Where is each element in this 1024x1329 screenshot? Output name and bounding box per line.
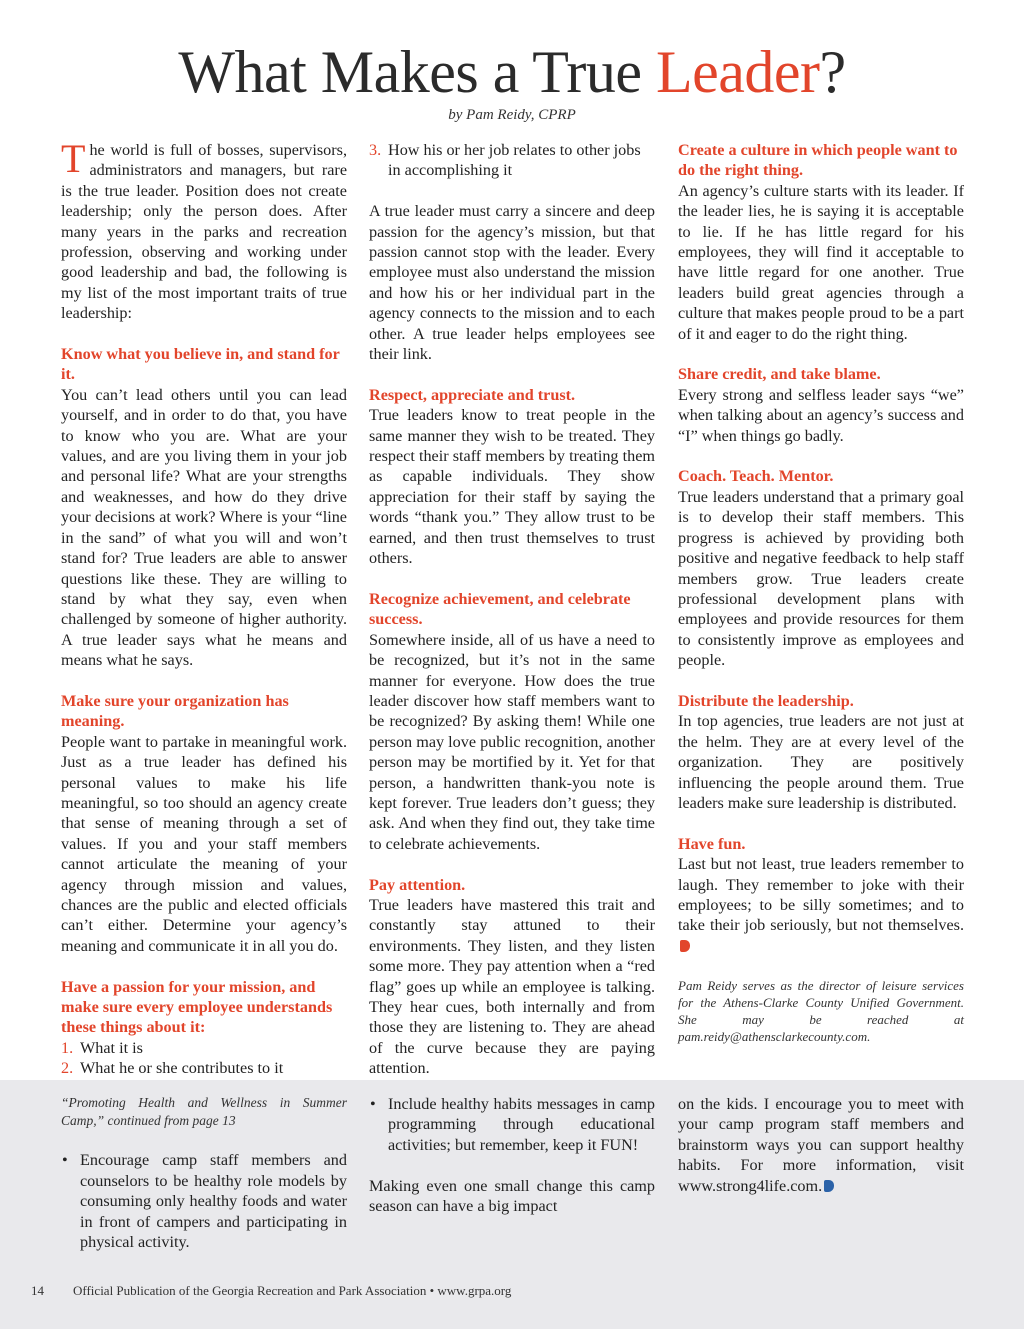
tips-list-continued	[369, 1094, 655, 1155]
section-heading: Pay attention.	[369, 875, 466, 894]
section-body: People want to partake in meaningful work. Just as a true leader has defined his personal values to make his life meaningful, so too should an agency create that sense of meaning through a set of values. If you and your staff members cannot articulate the meaning of your agency through mission and values, chances are the public and elected officials can’t either. Determine your agency’s meaning and communicate it in all you do.	[61, 732, 347, 955]
list-item: 2. What he or she contributes to it	[61, 1059, 284, 1078]
article-column-2	[369, 140, 655, 1099]
section-heading: Make sure your organization has meaning.	[61, 691, 289, 731]
page-number: 14	[31, 1283, 44, 1298]
closing-paragraph-continued: on the kids. I encourage you to meet with your camp program staff members and brainstorm ways you can support healthy habits. For more information, visit www.strong4life.com.	[678, 1095, 964, 1195]
section-heading: Share credit, and take blame.	[678, 365, 881, 384]
section-heading: Create a culture in which people want to do the right thing.	[678, 141, 958, 180]
article-column-1	[61, 136, 347, 1099]
continued-column-1	[61, 1094, 347, 1252]
section-body: Last but not least, true leaders remember to laugh. They remember to joke with their employees; to be silly sometimes; and to take their job seriously, but not themselves.	[678, 854, 964, 956]
title-accent-word: Leader	[655, 39, 820, 105]
georgia-end-mark-icon	[680, 940, 690, 952]
footer-text: Official Publication of the Georgia Recreation and Park Association • www.grpa.org	[73, 1283, 512, 1298]
mission-list-continued	[369, 140, 655, 181]
intro-paragraph: The world is full of bosses, supervisors, administrators and managers, but rare is the true leader. Position does not create leadership; only the person does. After many years in the parks and recreation profession, observing and working under good leadership and bad, the following is my list of the most important traits of true leadership:	[61, 136, 347, 323]
list-item: 3. How his or her job relates to other jobs in accomplishing it	[369, 141, 641, 180]
section-body: A true leader must carry a sincere and deep passion for the agency’s mission, but that passion cannot stop with the leader. Every employee must also understand the mission and how his or her individual part in the agency connects to the mission and to each other. A true leader helps employees see their link.	[369, 202, 655, 364]
title-text: What Makes a True	[178, 39, 656, 105]
tips-list	[61, 1150, 347, 1252]
continued-from-note: “Promoting Health and Wellness in Summer Camp,” continued from page 13	[61, 1095, 347, 1128]
section-heading: Distribute the leadership.	[678, 691, 854, 710]
mission-list	[61, 1038, 347, 1079]
drop-cap: T	[61, 136, 86, 181]
bullet-item: • Include healthy habits messages in camp programming through educational activities; but remember, keep it FUN!	[369, 1094, 655, 1155]
article-column-3	[678, 140, 964, 1065]
list-item: 1. What it is	[61, 1038, 143, 1057]
bullet-item: • Encourage camp staff members and counselors to be healthy role models by consuming only healthy foods and water in front of campers and participating in physical activity.	[61, 1150, 347, 1252]
continued-column-2	[369, 1094, 655, 1237]
section-body: Every strong and selfless leader says “we” when talking about an agency’s success and “I” when things go badly.	[678, 385, 964, 445]
continued-column-3	[678, 1094, 964, 1216]
section-body: Somewhere inside, all of us have a need to be recognized, but it’s not in the same manner for everyone. How does the true leader discover how staff members want to be recognized? By asking them! While one person may love public recognition, another person may be mortified by it. Yet for that person, a handwritten thank-you note is kept forever. True leaders don’t guess; they ask. And when they find out, they take time to celebrate achievements.	[369, 630, 655, 853]
byline: by Pam Reidy, CPRP	[448, 107, 576, 123]
section-heading: Have fun.	[678, 834, 746, 853]
article-title	[0, 36, 1024, 108]
georgia-end-mark-icon	[824, 1180, 834, 1192]
title-question-mark: ?	[819, 39, 846, 105]
section-heading: Know what you believe in, and stand for it.	[61, 345, 340, 384]
section-body: In top agencies, true leaders are not just at the helm. They are at every level of the organization. They are positively influencing the people around them. True leaders make sure leadership is distributed.	[678, 712, 964, 812]
section-body: True leaders have mastered this trait and constantly stay attuned to their environments. They listen, and they listen some more. They pay attention when a “red flag” goes up while an employee is talking. They hear cues, both internally and from those they are listening to. They are ahead of the curve because they are paying attention.	[369, 895, 655, 1078]
section-heading: Have a passion for your mission, and make sure every employee understands these things about it:	[61, 977, 333, 1037]
section-body: An agency’s culture starts with its leader. If the leader lies, he is saying it is acceptable to lie. If he has little regard for his employees, they will find it acceptable to have little regard for one another. True leaders build great agencies through a culture that makes people proud to be a part of it and eager to do the right thing.	[678, 181, 964, 343]
author-bio: Pam Reidy serves as the director of leisure services for the Athens-Clarke County Unified Government. She may be reached at pam.reidy@athensclarkecounty.com.	[678, 977, 964, 1044]
section-body: You can’t lead others until you can lead yourself, and in order to do that, you have to know who you are. What are your values, and are you living them in your job and personal life? What are your strengths and weaknesses, and how do they drive your decisions at work? Where is your “line in the sand” of what you will and won’t stand for? True leaders are able to answer questions like these. They are willing to stand by what they say, even when challenged by someone of higher authority. A true leader says what he means and means what he says.	[61, 385, 347, 670]
section-heading: Respect, appreciate and trust.	[369, 385, 576, 404]
section-heading: Recognize achievement, and celebrate success.	[369, 589, 631, 629]
closing-paragraph: Making even one small change this camp season can have a big impact	[369, 1176, 655, 1216]
section-heading: Coach. Teach. Mentor.	[678, 467, 834, 486]
section-body: True leaders understand that a primary goal is to develop their staff members. This progress is achieved by providing both positive and negative feedback to help staff members grow. True leaders create professional development plans with employees and provide resources for them to consistently improve as employees and people.	[678, 487, 964, 670]
section-body: True leaders know to treat people in the same manner they wish to be treated. They respect their staff members by treating them as capable individuals. They show appreciation for their staff by saying the words “thank you.” They allow trust to be earned, and then trust themselves to trust others.	[369, 406, 655, 568]
page-footer	[31, 1283, 511, 1299]
